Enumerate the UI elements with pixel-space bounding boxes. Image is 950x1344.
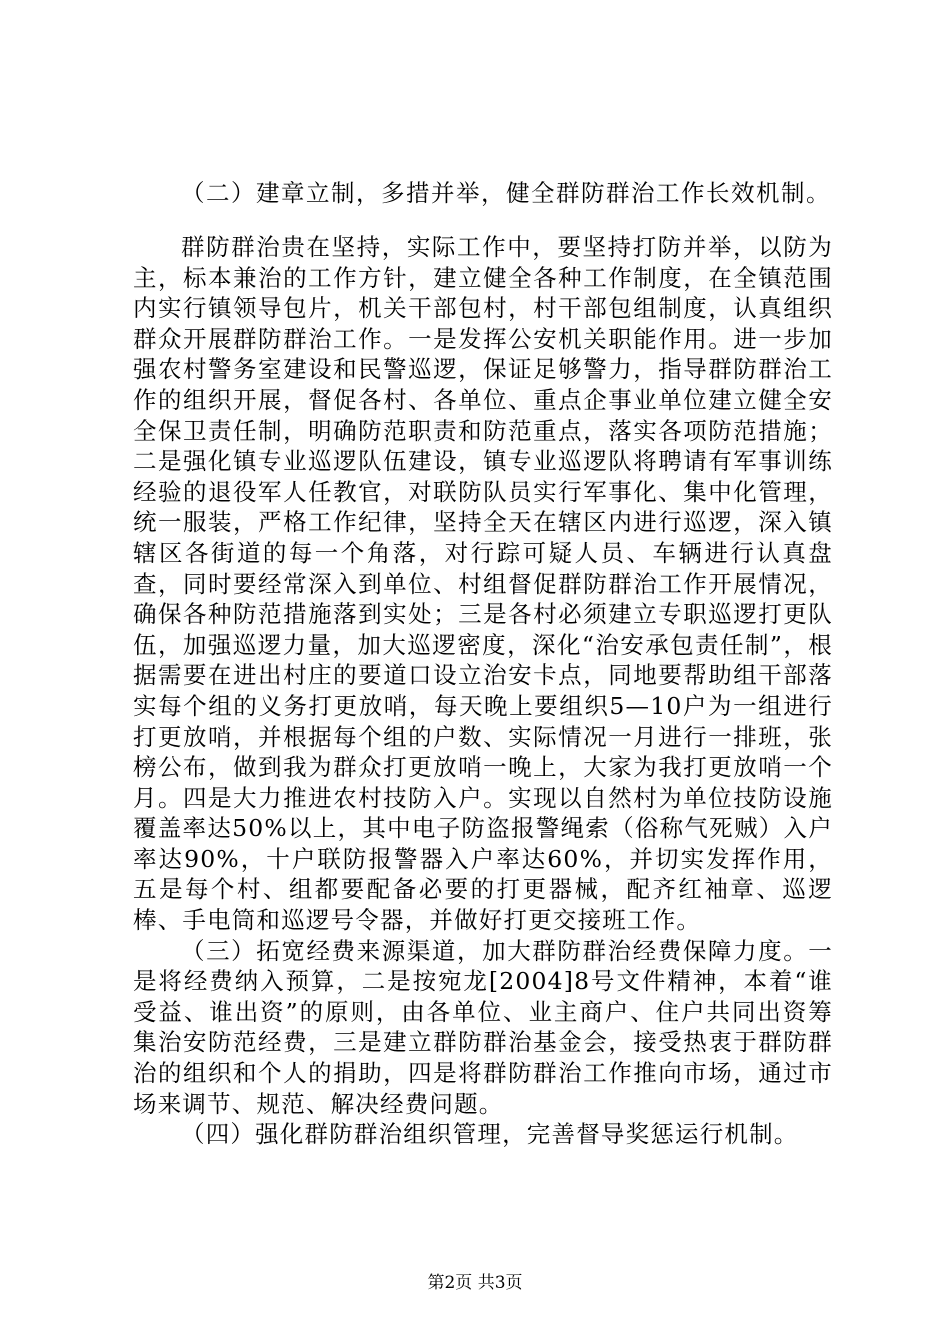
section-heading-2: （二）建章立制，多措并举，健全群防群治工作长效机制。 (181, 179, 831, 207)
page-footer: 第2页 共3页 (427, 1273, 523, 1293)
paragraph-section-4: （四）强化群防群治组织管理，完善督导奖惩运行机制。 (181, 1120, 799, 1149)
paragraph-section-3: （三）拓宽经费来源渠道，加大群防群治经费保障力度。一是将经费纳入预算，二是按宛龙[2004]8号文件精神，本着“谁受益、谁出资”的原则，由各单位、业主商户、住户共同出资筹集治安防范经费，三是建立群防群治基金会，接受热衷于群防群治的组织和个人的捐助，四是将群防群治工作推向市场，通过市场来调节、规范、解决经费问题。 (133, 936, 833, 1118)
body-text (133, 232, 833, 1150)
paragraph-1: 群防群治贵在坚持，实际工作中，要坚持打防并举，以防为主，标本兼治的工作方针，建立健全各种工作制度，在全镇范围内实行镇领导包片，机关干部包村，村干部包组制度，认真组织群众开展群防群治工作。一是发挥公安机关职能作用。进一步加强农村警务室建设和民警巡逻，保证足够警力，指导群防群治工作的组织开展，督促各村、各单位、重点企事业单位建立健全安全保卫责任制，明确防范职责和防范重点，落实各项防范措施；二是强化镇专业巡逻队伍建设，镇专业巡逻队将聘请有军事训练经验的退役军人任教官，对联防队员实行军事化、集中化管理，统一服装，严格工作纪律，坚持全天在辖区内进行巡逻，深入镇辖区各街道的每一个角落，对行踪可疑人员、车辆进行认真盘查，同时要经常深入到单位、村组督促群防群治工作开展情况，确保各种防范措施落到实处；三是各村必须建立专职巡逻打更队伍，加强巡逻力量，加大巡逻密度，深化“治安承包责任制”，根据需要在进出村庄的要道口设立治安卡点，同地要帮助组干部落实每个组的义务打更放哨，每天晚上要组织5—10户为一组进行打更放哨，并根据每个组的户数、实际情况一月进行一排班，张榜公布，做到我为群众打更放哨一晚上，大家为我打更放哨一个月。四是大力推进农村技防入户。实现以自然村为单位技防设施覆盖率达50%以上，其中电子防盗报警绳索（俗称气死贼）入户率达90%，十户联防报警器入户率达60%，并切实发挥作用，五是每个村、组都要配备必要的打更器械，配齐红袖章、巡逻棒、手电筒和巡逻号令器，并做好打更交接班工作。 (133, 233, 833, 935)
